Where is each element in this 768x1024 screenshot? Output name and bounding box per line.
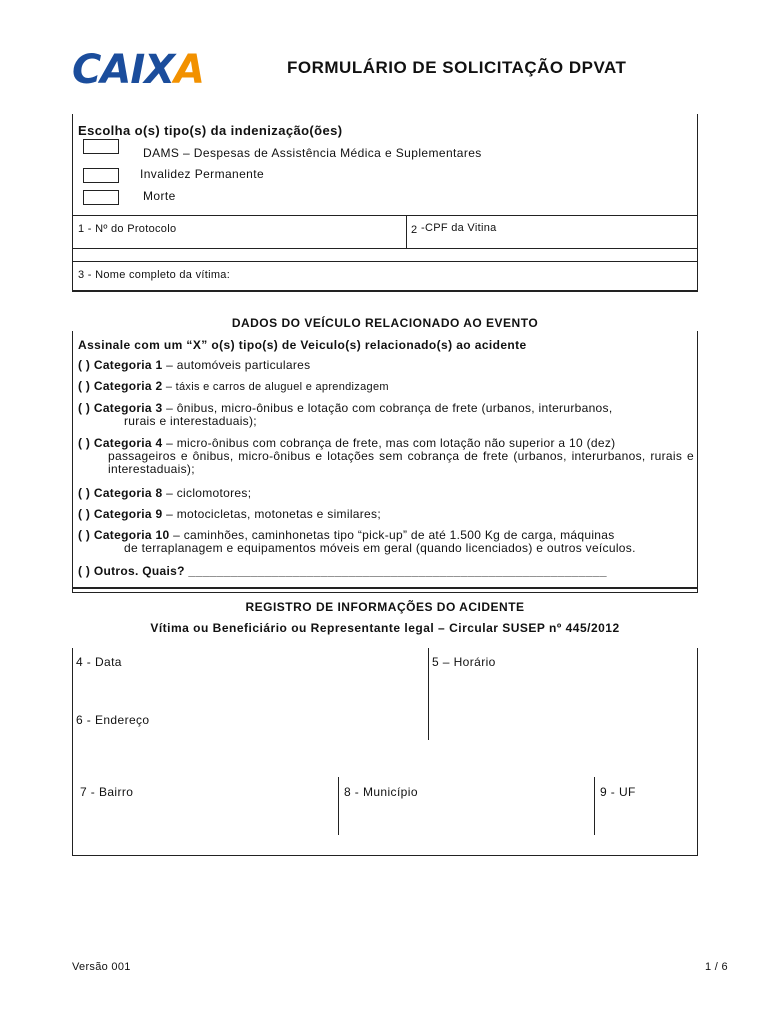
form-title: FORMULÁRIO DE SOLICITAÇÃO DPVAT	[287, 58, 627, 77]
data-field[interactable]: 4 - Data	[76, 655, 122, 669]
morte-checkbox[interactable]	[83, 190, 119, 205]
category-9[interactable]: ( ) Categoria 9 – motocicletas, motonetas e similares;	[78, 507, 381, 521]
logo-text: CAIX	[72, 47, 175, 93]
invalidez-checkbox[interactable]	[83, 168, 119, 183]
morte-label: Morte	[143, 189, 176, 203]
category-2[interactable]: ( ) Categoria 2 – táxis e carros de aluguel e aprendizagem	[78, 379, 389, 393]
category-10[interactable]: ( ) Categoria 10 – caminhões, caminhonetas tipo “pick-up” de até 1.500 Kg de carga, máquinas de terraplanagem e equipamentos móveis em geral (quando licenciados) e outros veículos.	[78, 528, 636, 555]
category-4[interactable]: ( ) Categoria 4 – micro-ônibus com cobrança de frete, mas com lotação não superior a 10 (dez) passageiros e ônibus, micro-ônibus e lotações sem cobrança de frete (urbanos, interurbanos, rurais e interestaduais);	[78, 436, 694, 476]
caixa-logo	[72, 47, 205, 93]
nome-vitima-field[interactable]: 3 - Nome completo da vítima:	[78, 269, 231, 281]
dams-checkbox[interactable]	[83, 139, 119, 154]
invalidez-label: Invalidez Permanente	[140, 167, 265, 181]
category-8[interactable]: ( ) Categoria 8 – ciclomotores;	[78, 486, 252, 500]
indemnity-section	[72, 114, 698, 292]
category-3[interactable]: ( ) Categoria 3 – ônibus, micro-ônibus e lotação com cobrança de frete (urbanos, interurbanos, rurais e interestaduais);	[78, 401, 613, 428]
vehicle-instruction: Assinale com um “X” o(s) tipo(s) de Veiculo(s) relacionado(s) ao acidente	[78, 338, 527, 352]
category-1[interactable]: ( ) Categoria 1 – automóveis particulares	[78, 358, 311, 372]
dams-label: DAMS – Despesas de Assistência Médica e Suplementares	[143, 146, 482, 160]
version-label: Versão 001	[72, 961, 131, 973]
others-field[interactable]: ( ) Outros. Quais? ____________________________________________________________	[78, 565, 607, 578]
horario-field[interactable]: 5 – Horário	[432, 655, 496, 669]
accident-subheading: Vítima ou Beneficiário ou Representante legal – Circular SUSEP nº 445/2012	[150, 621, 620, 635]
uf-field[interactable]: 9 - UF	[600, 785, 636, 799]
page-number: 1 / 6	[705, 961, 728, 973]
logo-x: A	[174, 47, 205, 93]
vehicle-heading: DADOS DO VEÍCULO RELACIONADO AO EVENTO	[231, 316, 539, 330]
indemnity-heading: Escolha o(s) tipo(s) da indenização(ões)	[78, 123, 343, 138]
municipio-field[interactable]: 8 - Município	[344, 785, 418, 799]
accident-heading: REGISTRO DE INFORMAÇÕES DO ACIDENTE	[245, 600, 525, 614]
protocolo-field[interactable]: 1 - Nº do Protocolo	[78, 223, 177, 235]
bairro-field[interactable]: 7 - Bairro	[80, 785, 134, 799]
accident-section	[72, 648, 698, 856]
endereco-field[interactable]: 6 - Endereço	[76, 713, 150, 727]
cpf-field-number: 2	[411, 224, 418, 236]
cpf-field[interactable]: -CPF da Vitina	[421, 222, 497, 234]
